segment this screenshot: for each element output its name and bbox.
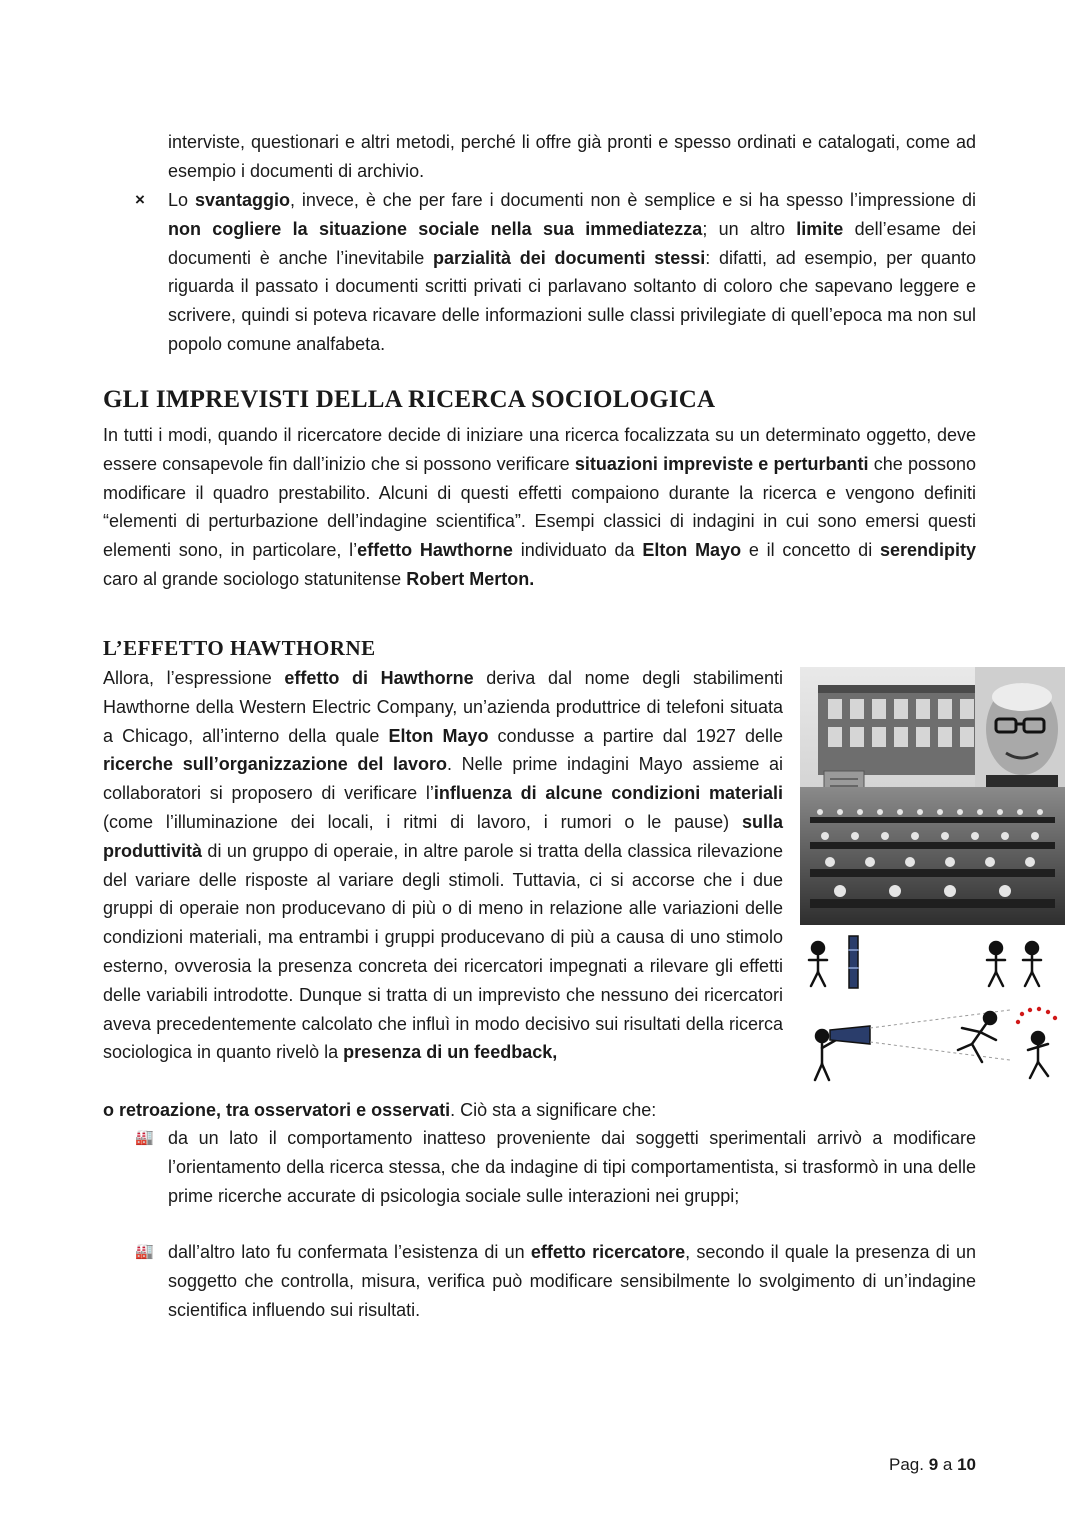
advantage-continuation: interviste, questionari e altri metodi, perché li offre già pronti e spesso ordinati e catalogati, come ad esempio i documenti di archivio. xyxy=(168,132,976,181)
subsection-heading: L’EFFETTO HAWTHORNE xyxy=(103,636,376,660)
disadvantage-paragraph: Lo svantaggio, invece, è che per fare i documenti non è semplice e si ha spesso l’impressione di non cogliere la situazione sociale nella sua immediatezza; un altro limite dell’esame dei documenti è anche l’inevitabile parzialità dei documenti stessi: difatti, ad esempio, per quanto riguarda il passato i documenti scritti privati ci parlavano soltanto di coloro che sapevano leggere e scrivere, quindi si poteva ricavare delle informazioni sulle classi privilegiate di quell’epoca ma non sul popolo comune analfabeta. xyxy=(168,190,976,354)
section-paragraph: In tutti i modi, quando il ricercatore decide di iniziare una ricerca focalizzata su un determinato oggetto, deve essere consapevole fin dall’inizio che si possono verificare situazioni impreviste e perturbanti che possono modificare il quadro prestabilito. Alcuni di questi effetti compaiono durante la ricerca e vengono definiti “elementi di perturbazione dell’indagine scientifica”. Esempi classici di indagini in cui sono emersi questi elementi sono, in particolare, l’effetto Hawthorne individuato da Elton Mayo e il concetto di serendipity caro al grande sociologo statunitense Robert Merton. xyxy=(103,425,977,589)
hawthorne-paragraph-tail: o retroazione, tra osservatori e osservati. Ciò sta a significare che: xyxy=(103,1100,657,1120)
observer-effect-illustration xyxy=(800,928,1065,1090)
hawthorne-factory-photo xyxy=(800,667,1065,925)
factory-bullet-icon: 🏭 xyxy=(135,1129,154,1146)
factory-bullet-icon: 🏭 xyxy=(135,1243,154,1260)
cross-bullet-icon: × xyxy=(135,190,145,209)
bullet-first-side: da un lato il comportamento inatteso proveniente dai soggetti sperimentali arrivò a modificare l’orientamento della ricerca stessa, che da indagine di tipi comportamentista, si trasformò in una delle prime ricerche accurate di psicologia sociale sulle interazioni nei gruppi; xyxy=(168,1128,976,1206)
section-heading: GLI IMPREVISTI DELLA RICERCA SOCIOLOGICA xyxy=(103,386,716,413)
hawthorne-paragraph: Allora, l’espressione effetto di Hawthorne deriva dal nome degli stabilimenti Hawthorne della Western Electric Company, un’azienda produttrice di telefoni situata a Chicago, all’interno della quale Elton Mayo condusse a partire dal 1927 delle ricerche sull’organizzazione del lavoro. Nelle prime indagini Mayo assieme ai collaboratori si proposero di verificare l’influenza di alcune condizioni materiali (come l’illuminazione dei locali, i ritmi di lavoro, i rumori o le pause) sulla produttività di un gruppo di operaie, in altre parole si tratta della classica rilevazione del variare delle risposte al variare degli stimoli. Tuttavia, ci si accorse che i due gruppi di operaie non producevano di più o di meno in relazione alle variazioni delle condizioni materiali, ma entrambi i gruppi producevano di più a causa di uno stimolo esterno, ovverosia la presenza concreta dei ricercatori impegnati a rilevare gli effetti delle variabili introdotte. Dunque si tratta di un imprevisto che nessuno dei ricercatori aveva precedentemente calcolato che influì in modo decisivo sui risultati della ricerca sociologica in quanto rivelò la presenza di un feedback, xyxy=(103,668,784,1063)
bullet-second-side: dall’altro lato fu confermata l’esistenza di un effetto ricercatore, secondo il quale la presenza di un soggetto che controlla, misura, verifica può modificare sensibilmente lo svolgimento di un’indagine scientifica influendo sui risultati. xyxy=(168,1242,976,1320)
page-number: Pag. 9 a 10 xyxy=(889,1455,976,1474)
